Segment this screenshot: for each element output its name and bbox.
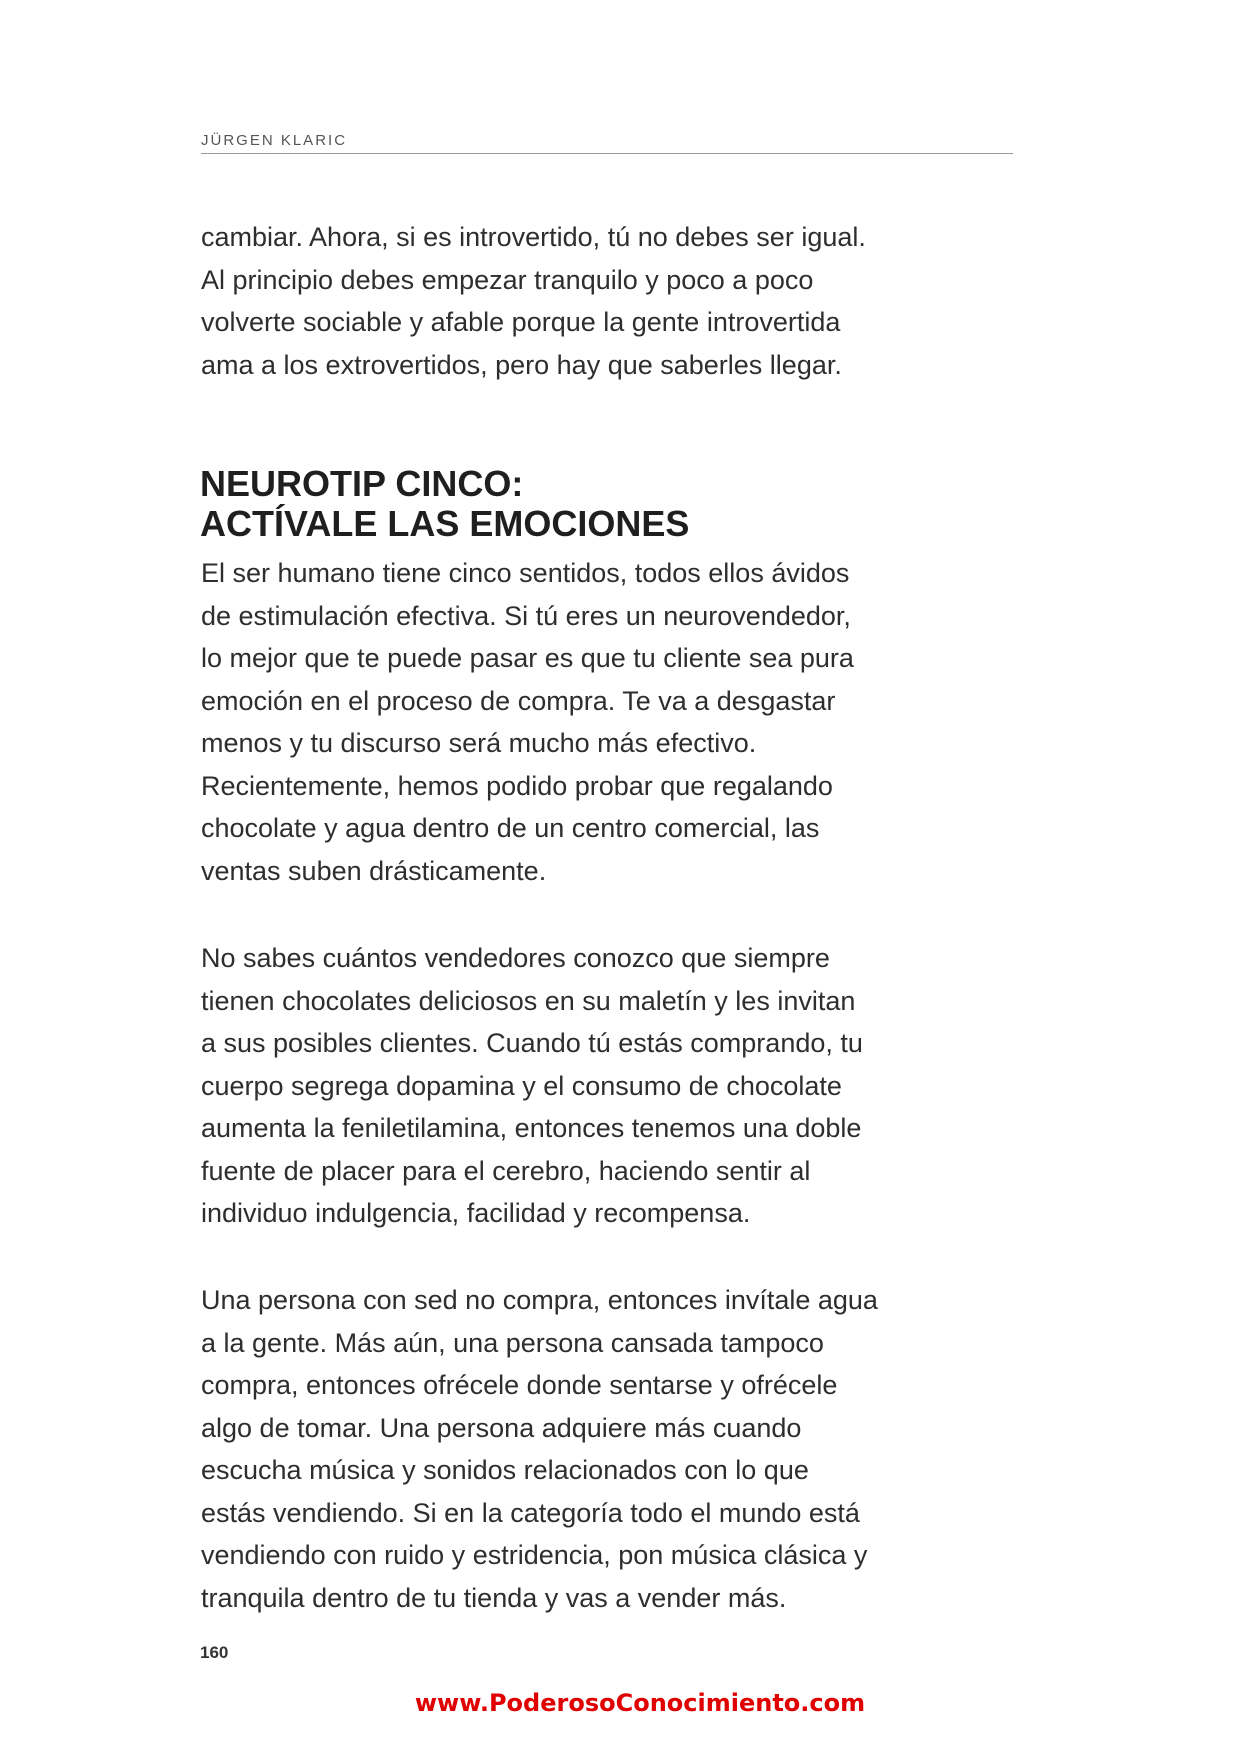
section-heading-line: ACTÍVALE LAS EMOCIONES (200, 503, 690, 544)
text-line: Recientemente, hemos podido probar que regalando (201, 770, 833, 801)
paragraph (201, 552, 1021, 892)
text-line: tienen chocolates deliciosos en su maletín y les invitan (201, 985, 856, 1016)
text-line: lo mejor que te puede pasar es que tu cliente sea pura (201, 643, 854, 673)
text-line: ama a los extrovertidos, pero hay que saberles llegar. (201, 349, 842, 380)
text-line: El ser humano tiene cinco sentidos, todos ellos ávidos (201, 558, 850, 588)
text-line: cuerpo segrega dopamina y el consumo de chocolate (201, 1070, 842, 1101)
paragraph (201, 1279, 1021, 1619)
text-line: escucha música y sonidos relacionados con lo que (201, 1455, 809, 1485)
text-line: estás vendiendo. Si en la categoría todo el mundo está (201, 1497, 860, 1528)
text-line: Una persona con sed no compra, entonces invítale agua (201, 1285, 878, 1315)
text-line: cambiar. Ahora, si es introvertido, tú no debes ser igual. (201, 222, 866, 252)
text-line: a sus posibles clientes. Cuando tú estás comprando, tu (201, 1028, 863, 1058)
text-line: ventas suben drásticamente. (201, 855, 547, 886)
text-line: tranquila dentro de tu tienda y vas a vender más. (201, 1582, 787, 1613)
text-line: de estimulación efectiva. Si tú eres un neurovendedor, (201, 600, 851, 631)
text-line: fuente de placer para el cerebro, haciendo sentir al (201, 1155, 811, 1186)
text-line: algo de tomar. Una persona adquiere más cuando (201, 1412, 802, 1443)
section-heading-line: NEUROTIP CINCO: (200, 463, 524, 504)
text-line: chocolate y agua dentro de un centro comercial, las (201, 813, 820, 843)
text-line: emoción en el proceso de compra. Te va a desgastar (201, 685, 836, 716)
text-line: volverte sociable y afable porque la gente introvertida (201, 307, 841, 337)
text-line: No sabes cuántos vendedores conozco que siempre (201, 943, 830, 973)
running-header (201, 132, 1013, 154)
text-line: vendiendo con ruido y estridencia, pon música clásica y (201, 1540, 868, 1570)
text-line: aumenta la feniletilamina, entonces tenemos una doble (201, 1113, 862, 1143)
text-line: compra, entonces ofrécele donde sentarse y ofrécele (201, 1370, 838, 1400)
text-line: individuo indulgencia, facilidad y recompensa. (201, 1198, 751, 1228)
watermark-url[interactable]: www.PoderosoConocimiento.com (414, 1689, 866, 1717)
paragraph (201, 937, 1021, 1235)
text-line: Al principio debes empezar tranquilo y poco a poco (201, 264, 814, 295)
page-number: 160 (200, 1643, 229, 1662)
text-line: menos y tu discurso será mucho más efectivo. (201, 728, 757, 758)
text-line: a la gente. Más aún, una persona cansada tampoco (201, 1327, 824, 1358)
author-name: JÜRGEN KLARIC (201, 132, 348, 149)
section-heading (200, 464, 689, 544)
paragraph (201, 216, 1021, 386)
